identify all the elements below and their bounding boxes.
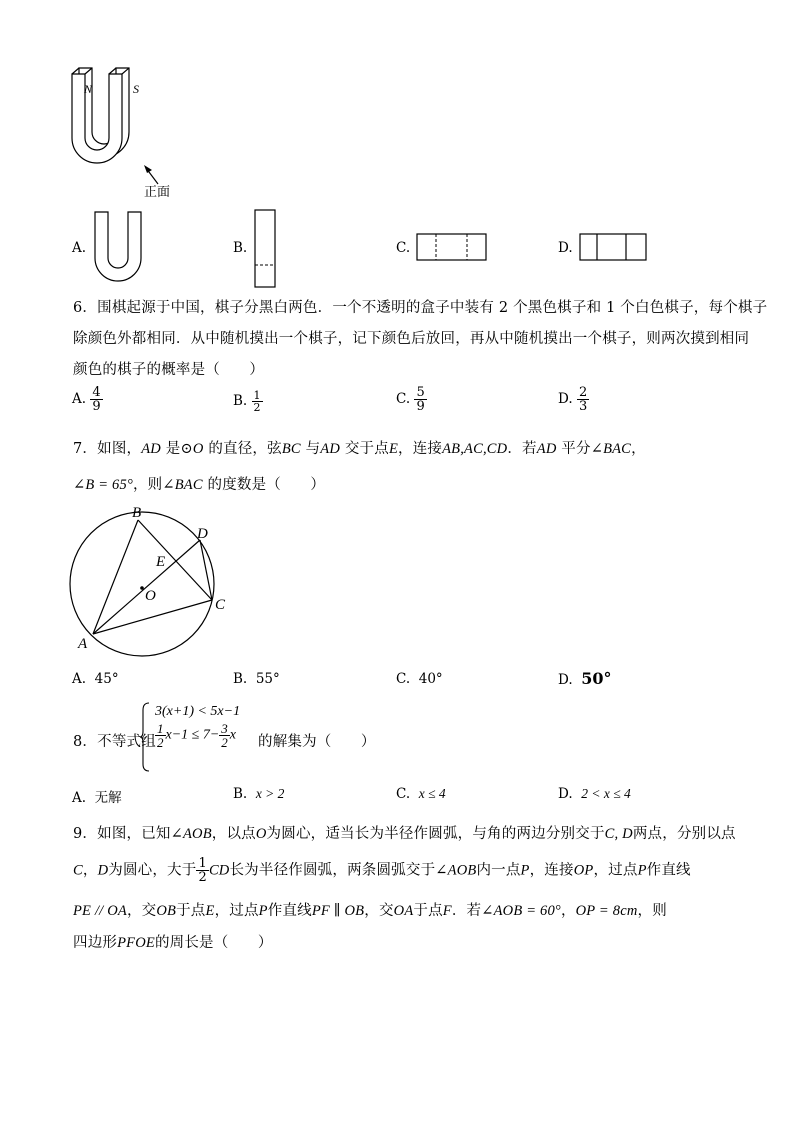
q9-text: 的周长是（ ）: [154, 935, 273, 951]
q9-line1: [73, 822, 736, 843]
q8-option-d-label: D.: [558, 786, 573, 802]
q6-d-num: 2: [578, 385, 588, 400]
q9-half-den: 2: [198, 870, 207, 885]
q8-option-c-value: x ≤ 4: [418, 786, 446, 801]
q8-frac1-num: 1: [157, 721, 164, 736]
point-o-label: O: [145, 588, 156, 604]
q9-angle-aob: ∠AOB: [435, 862, 477, 879]
q9-text: ，则: [637, 903, 667, 919]
q5-option-a-figure[interactable]: [90, 210, 150, 290]
q9-text: 于点: [413, 903, 443, 919]
q9-c: C: [73, 862, 83, 879]
point-d-label: D: [197, 526, 208, 542]
q8-option-d-value: 2 < x ≤ 4: [581, 786, 631, 801]
pole-s-label: S: [133, 82, 139, 96]
q9-text: 于点: [176, 903, 206, 919]
q7-option-c-value: 40°: [418, 671, 443, 687]
q8-ineq2: [155, 722, 236, 749]
q6-line3: 颜色的棋子的概率是（ ）: [73, 362, 265, 378]
q7-e: E: [388, 441, 398, 457]
q9-text: 四边形: [73, 935, 118, 951]
q7-option-a[interactable]: [72, 671, 119, 687]
q6-a-num: 4: [92, 385, 101, 400]
q7-option-b-value: 55°: [255, 671, 280, 687]
q6-a-den: 9: [92, 399, 101, 414]
q7-option-d[interactable]: [558, 669, 612, 688]
q8-option-c[interactable]: [396, 786, 446, 802]
q7-option-a-value: 45°: [94, 671, 119, 687]
q9-line2: [73, 857, 691, 884]
q8-frac2-num: 3: [221, 721, 228, 736]
q8-option-b-value: x > 2: [255, 786, 285, 801]
q7-angle-bac: ∠BAC: [590, 441, 632, 457]
q9-op-cond: OP = 8cm: [575, 903, 638, 919]
q6-option-b-label: B.: [233, 393, 248, 409]
front-label: 正面: [144, 185, 171, 200]
q8-option-d[interactable]: [558, 786, 631, 802]
q7-text: 平分: [556, 441, 591, 457]
q7-text: ，则: [132, 477, 163, 493]
q8-ineq2-part: x−1 ≤ 7−: [165, 727, 220, 743]
q7-text: 与: [300, 441, 321, 457]
q9-line4: [73, 931, 273, 952]
q7-option-b-label: B.: [233, 671, 248, 687]
q8-ineq1: 3(x+1) < 5x−1: [155, 704, 241, 719]
q9-oa: OA: [393, 903, 414, 919]
q9-pfoe: PFOE: [117, 935, 155, 951]
q9-text: 作直线: [267, 903, 312, 919]
q9-pe-parallel: PE // OA: [73, 903, 127, 919]
q9-text: ，: [82, 862, 98, 879]
q6-option-a[interactable]: [72, 386, 103, 413]
q9-e: E: [205, 903, 215, 919]
point-e-label: E: [156, 554, 166, 570]
q7-text: 7．如图，: [73, 441, 142, 457]
q8-option-c-label: C.: [396, 786, 411, 802]
q9-text: ，交: [126, 903, 157, 919]
q9-angle-aob: ∠AOB: [170, 826, 212, 842]
q8-ineq2-x: x: [229, 727, 237, 743]
q8-frac2-den: 2: [221, 735, 228, 750]
q9-text: ，以点: [211, 826, 256, 842]
q7-text: ．若: [507, 441, 537, 457]
q9-text: 作直线: [646, 862, 691, 879]
q5-option-a-label[interactable]: A.: [72, 240, 87, 256]
q6-c-num: 5: [416, 385, 425, 400]
q7-option-d-value: 50°: [581, 669, 612, 688]
q9-d: D: [97, 862, 109, 879]
q9-text: ，连接: [529, 862, 574, 879]
q7-line2: [73, 473, 325, 494]
q7-text: 的直径，弦: [203, 441, 282, 457]
q8-option-a[interactable]: [72, 786, 122, 806]
q8-brace: [140, 702, 150, 772]
q6-line2: 除颜色外都相同．从中随机摸出一个棋子，记下颜色后放回，再从中随机摸出一个棋子，则两次摸到相同: [73, 331, 750, 347]
q9-pf-parallel: PF ∥ OB: [311, 903, 365, 919]
q9-f: F: [442, 903, 452, 919]
q9-text: ，过点: [214, 903, 259, 919]
q7-option-c[interactable]: [396, 671, 443, 687]
q7-text: 是: [160, 441, 181, 457]
q8-option-b[interactable]: [233, 786, 284, 802]
q9-text: ．若: [451, 903, 482, 919]
q7-ad: AD: [141, 441, 161, 457]
q7-angle-b: ∠B = 65°: [73, 477, 133, 493]
q8-frac1-den: 2: [157, 735, 164, 750]
q5-option-c-figure[interactable]: [415, 233, 491, 263]
q9-text: 为圆心，大于: [108, 862, 197, 879]
point-a-label: A: [78, 636, 88, 652]
q6-b-num: 1: [253, 389, 261, 402]
q6-c-den: 9: [416, 399, 425, 414]
point-b-label: B: [132, 505, 142, 521]
q6-line1: 6．围棋起源于中国，棋子分黑白两色．一个不透明的盒子中装有 2 个黑色棋子和 1 个白色棋子，每个棋子: [73, 300, 768, 316]
q8-suffix: 的解集为（ ）: [258, 734, 376, 750]
q9-cd-points: C, D: [604, 826, 633, 842]
q9-text: 两点，分别以点: [632, 826, 736, 842]
q5-option-d-figure[interactable]: [578, 233, 650, 263]
q9-text: 内一点: [476, 862, 521, 879]
q5-option-c-label[interactable]: C.: [396, 240, 411, 256]
q7-angle-bac: ∠BAC: [162, 477, 203, 493]
q7-text: ，连接: [398, 441, 443, 457]
q9-p: P: [637, 862, 647, 879]
q9-text: ，交: [364, 903, 394, 919]
q9-p: P: [520, 862, 530, 879]
q5-option-b-figure[interactable]: [253, 209, 283, 289]
q6-d-den: 3: [578, 399, 588, 414]
q6-option-a-label: A.: [72, 391, 87, 407]
pole-n-label: N: [84, 82, 93, 96]
q7-ad: AD: [320, 441, 341, 457]
q7-chords: AB,AC,CD: [442, 441, 508, 457]
q6-option-d[interactable]: [558, 386, 589, 413]
q7-text: 的度数是（ ）: [202, 477, 326, 493]
q9-text: 9．如图，已知: [73, 826, 171, 842]
q6-option-c[interactable]: [396, 386, 427, 413]
q7-option-a-label: A.: [72, 671, 87, 687]
q8-option-a-value: 无解: [94, 790, 122, 806]
q8-prefix: 8．不等式组: [73, 734, 156, 750]
q7-option-b[interactable]: [233, 671, 280, 687]
q7-text: ，: [631, 441, 646, 457]
q9-ob: OB: [156, 903, 177, 919]
q6-option-d-label: D.: [558, 391, 573, 407]
q9-line3: [73, 899, 667, 920]
q7-bc: BC: [281, 441, 301, 457]
q9-p: P: [258, 903, 268, 919]
q9-text: ，: [560, 903, 576, 919]
q9-text: 长为半径作圆弧，两条圆弧交于: [229, 862, 436, 879]
q9-cd: CD: [208, 862, 230, 879]
q9-text: 为圆心，适当长为半径作圆弧，与角的两边分别交于: [266, 826, 605, 842]
q5-option-b-label[interactable]: B.: [233, 240, 248, 256]
q7-circle-figure: [60, 500, 240, 660]
q9-o: O: [255, 826, 267, 842]
q6-option-b[interactable]: [233, 390, 263, 413]
q9-half-num: 1: [198, 856, 207, 871]
q8-option-a-label: A.: [72, 790, 87, 806]
q7-circle-o: ⊙O: [180, 441, 204, 457]
magnet-figure: [60, 60, 170, 205]
q7-line1: [73, 437, 646, 458]
q5-option-d-label[interactable]: D.: [558, 240, 573, 256]
q6-option-c-label: C.: [396, 391, 411, 407]
q7-option-c-label: C.: [396, 671, 411, 687]
q7-option-d-label: D.: [558, 672, 573, 688]
q9-op: OP: [573, 862, 594, 879]
point-c-label: C: [215, 597, 226, 613]
q9-text: ，过点: [593, 862, 638, 879]
q6-b-den: 2: [253, 401, 261, 414]
q9-angle-cond: ∠AOB = 60°: [481, 903, 561, 919]
q8-option-b-label: B.: [233, 786, 248, 802]
q7-ad: AD: [536, 441, 557, 457]
q7-text: 交于点: [340, 441, 389, 457]
